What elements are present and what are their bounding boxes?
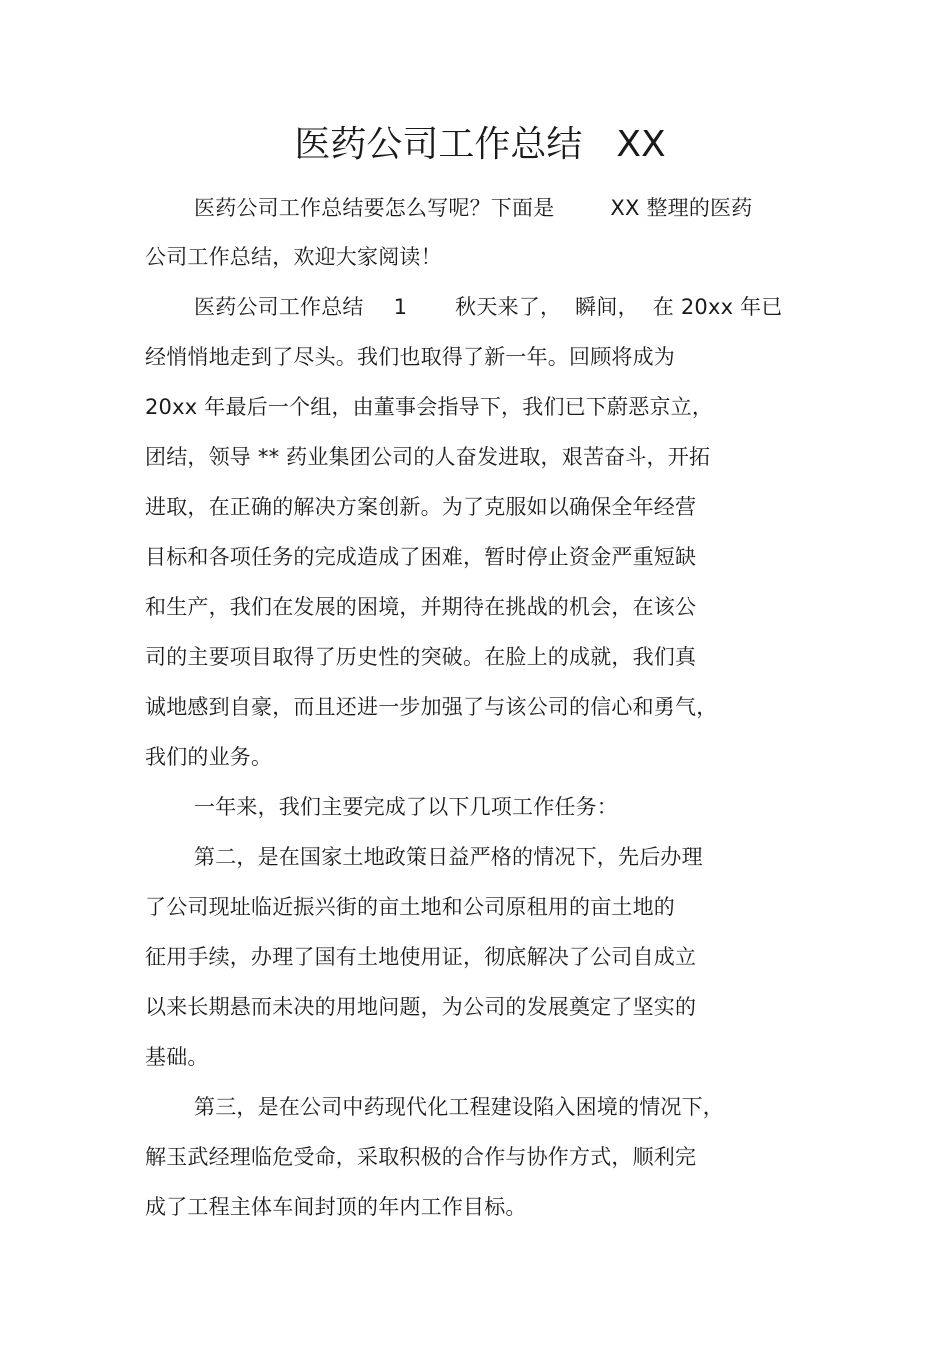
point3-line: 成了工程主体车间封顶的年内工作目标。 <box>145 1195 527 1219</box>
section1-heading: 医药公司工作总结 <box>194 295 364 319</box>
section1-text-a: 秋天来了， <box>455 295 562 319</box>
title-suffix: XX <box>616 124 666 165</box>
section1-line: 我们的业务。 <box>145 745 273 769</box>
section1-line: 经悄悄地走到了尽头。我们也取得了新一年。回顾将成为 <box>145 345 675 369</box>
summary-line: 一年来，我们主要完成了以下几项工作任务： <box>194 795 618 819</box>
point2-line: 以来长期悬而未决的用地问题，为公司的发展奠定了坚实的 <box>145 995 697 1019</box>
section1-text-b: 瞬间， <box>575 295 639 319</box>
point2-line: 征用手续，办理了国有土地使用证，彻底解决了公司自成立 <box>145 945 697 969</box>
title-main: 医药公司工作总结 <box>294 124 583 165</box>
intro-line-1 <box>194 193 752 223</box>
page-title <box>0 120 950 170</box>
intro-line-2: 公司工作总结，欢迎大家阅读！ <box>145 245 442 269</box>
point2-line: 了公司现址临近振兴街的亩土地和公司原租用的亩土地的 <box>145 895 675 919</box>
section1-line: 诚地感到自豪，而且还进一步加强了与该公司的信心和勇气， <box>145 695 718 719</box>
intro-text-a: 医药公司工作总结要怎么写呢？下面是 <box>194 196 555 220</box>
section1-line: 20xx 年最后一个组，由董事会指导下，我们已下蔚恶京立， <box>145 395 714 419</box>
section1-line: 和生产，我们在发展的困境，并期待在挑战的机会，在该公 <box>145 595 697 619</box>
section1-text-c: 在 20xx 年已 <box>652 295 783 319</box>
section1-line: 进取，在正确的解决方案创新。为了克服如以确保全年经营 <box>145 495 697 519</box>
point2-line: 基础。 <box>145 1045 209 1069</box>
section1-line-1 <box>194 292 783 322</box>
point3-first-line: 第三，是在公司中药现代化工程建设陷入困境的情况下， <box>194 1095 724 1119</box>
section1-line: 目标和各项任务的完成造成了困难，暂时停止资金严重短缺 <box>145 545 697 569</box>
section1-line: 团结，领导 ** 药业集团公司的人奋发进取，艰苦奋斗，开拓 <box>145 445 711 469</box>
section1-line: 司的主要项目取得了历史性的突破。在脸上的成就，我们真 <box>145 645 697 669</box>
point2-first-line: 第二，是在国家土地政策日益严格的情况下，先后办理 <box>194 845 703 869</box>
intro-text-b: XX 整理的医药 <box>610 196 753 220</box>
section1-number: 1 <box>393 295 408 319</box>
point3-line: 解玉武经理临危受命，采取积极的合作与协作方式，顺利完 <box>145 1145 697 1169</box>
